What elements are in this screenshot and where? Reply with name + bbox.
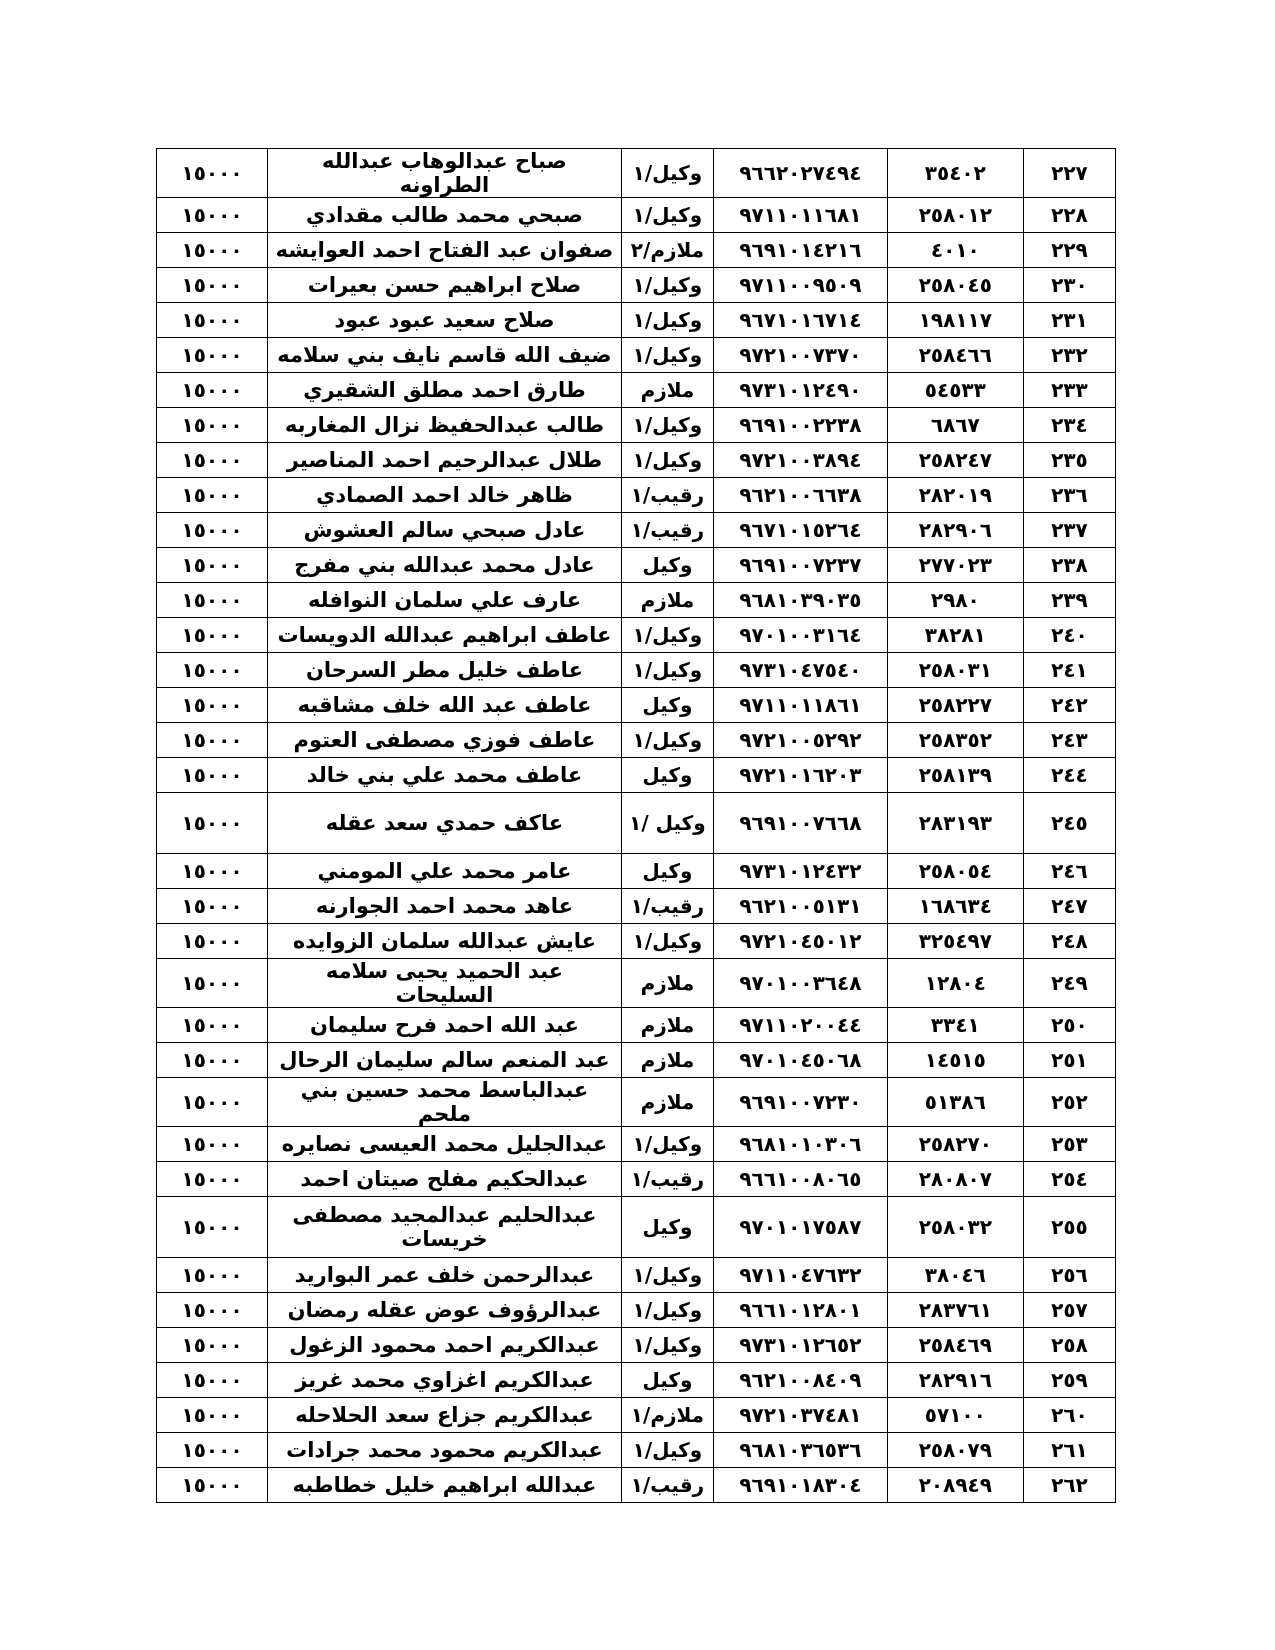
amount-cell: ١٥٠٠٠	[157, 408, 268, 443]
id-number-cell: ٣٥٤٠٢	[887, 149, 1023, 198]
full-name-cell: عبد المنعم سالم سليمان الرحال	[268, 1043, 622, 1078]
rank-cell: وكيل/١	[621, 1127, 713, 1162]
rank-cell: وكيل/١	[621, 443, 713, 478]
table-row	[157, 373, 1116, 408]
national-number-cell: ٩٧٣١٠١٢٦٥٢	[714, 1328, 888, 1363]
table-row	[157, 959, 1116, 1008]
full-name-cell: صفوان عبد الفتاح احمد العوايشه	[268, 233, 622, 268]
serial-number-cell: ٢٦٠	[1023, 1398, 1115, 1433]
rank-cell: وكيل /١	[621, 793, 713, 854]
table-row	[157, 1468, 1116, 1503]
amount-cell: ١٥٠٠٠	[157, 723, 268, 758]
id-number-cell: ٢٥٨١٣٩	[887, 758, 1023, 793]
table-row	[157, 443, 1116, 478]
national-number-cell: ٩٧٢١٠٠٧٣٧٠	[714, 338, 888, 373]
table-row	[157, 268, 1116, 303]
amount-cell: ١٥٠٠٠	[157, 889, 268, 924]
national-number-cell: ٩٧٢١٠٤٥٠١٢	[714, 924, 888, 959]
amount-cell: ١٥٠٠٠	[157, 854, 268, 889]
amount-cell: ١٥٠٠٠	[157, 583, 268, 618]
rank-cell: ملازم	[621, 1078, 713, 1127]
table-row	[157, 1127, 1116, 1162]
amount-cell: ١٥٠٠٠	[157, 443, 268, 478]
rank-cell: وكيل/١	[621, 653, 713, 688]
national-number-cell: ٩٧٠١٠٠٣١٦٤	[714, 618, 888, 653]
id-number-cell: ٢٨٢٠١٩	[887, 478, 1023, 513]
serial-number-cell: ٢٥٩	[1023, 1363, 1115, 1398]
table-row	[157, 653, 1116, 688]
rank-cell: وكيل	[621, 548, 713, 583]
full-name-cell: صبحي محمد طالب مقدادي	[268, 198, 622, 233]
table-row	[157, 854, 1116, 889]
serial-number-cell: ٢٣٦	[1023, 478, 1115, 513]
national-number-cell: ٩٦٩١٠١٤٢١٦	[714, 233, 888, 268]
full-name-cell: عاطف ابراهيم عبدالله الدويسات	[268, 618, 622, 653]
rank-cell: وكيل/١	[621, 1328, 713, 1363]
national-number-cell: ٩٧٣١٠٤٧٥٤٠	[714, 653, 888, 688]
rank-cell: وكيل/١	[621, 618, 713, 653]
serial-number-cell: ٢٥٤	[1023, 1162, 1115, 1197]
national-number-cell: ٩٦٢١٠٠٦٦٣٨	[714, 478, 888, 513]
full-name-cell: صلاح سعيد عبود عبود	[268, 303, 622, 338]
national-number-cell: ٩٦٩١٠٠٧٢٣٠	[714, 1078, 888, 1127]
national-number-cell: ٩٦٦٢٠٢٧٤٩٤	[714, 149, 888, 198]
rank-cell: وكيل/١	[621, 268, 713, 303]
rank-cell: رقيب/١	[621, 478, 713, 513]
serial-number-cell: ٢٤٩	[1023, 959, 1115, 1008]
serial-number-cell: ٢٤٦	[1023, 854, 1115, 889]
serial-number-cell: ٢٢٩	[1023, 233, 1115, 268]
id-number-cell: ٦٨٦٧	[887, 408, 1023, 443]
amount-cell: ١٥٠٠٠	[157, 618, 268, 653]
table-row	[157, 1008, 1116, 1043]
amount-cell: ١٥٠٠٠	[157, 1398, 268, 1433]
serial-number-cell: ٢٢٧	[1023, 149, 1115, 198]
rank-cell: ملازم	[621, 1043, 713, 1078]
amount-cell: ١٥٠٠٠	[157, 303, 268, 338]
id-number-cell: ٢٥٨٠١٢	[887, 198, 1023, 233]
table-row	[157, 1363, 1116, 1398]
amount-cell: ١٥٠٠٠	[157, 513, 268, 548]
rank-cell: ملازم	[621, 959, 713, 1008]
id-number-cell: ٢٥٨٣٥٢	[887, 723, 1023, 758]
serial-number-cell: ٢٥٧	[1023, 1293, 1115, 1328]
table-row	[157, 1197, 1116, 1258]
id-number-cell: ٢٩٨٠	[887, 583, 1023, 618]
table-row	[157, 303, 1116, 338]
id-number-cell: ٥١٣٨٦	[887, 1078, 1023, 1127]
full-name-cell: عاهد محمد احمد الجوارنه	[268, 889, 622, 924]
id-number-cell: ٢٧٧٠٢٣	[887, 548, 1023, 583]
rank-cell: وكيل/١	[621, 924, 713, 959]
national-number-cell: ٩٧١١٠٠٩٥٠٩	[714, 268, 888, 303]
table-row	[157, 1258, 1116, 1293]
full-name-cell: عبدالحكيم مفلح صيتان احمد	[268, 1162, 622, 1197]
id-number-cell: ٤٠١٠	[887, 233, 1023, 268]
amount-cell: ١٥٠٠٠	[157, 1043, 268, 1078]
rank-cell: وكيل/١	[621, 1433, 713, 1468]
table-row	[157, 513, 1116, 548]
national-number-cell: ٩٦٩١٠١٨٣٠٤	[714, 1468, 888, 1503]
national-number-cell: ٩٦٩١٠٠٧٢٣٧	[714, 548, 888, 583]
amount-cell: ١٥٠٠٠	[157, 1328, 268, 1363]
table-row	[157, 233, 1116, 268]
table-row	[157, 1162, 1116, 1197]
table-row	[157, 548, 1116, 583]
amount-cell: ١٥٠٠٠	[157, 758, 268, 793]
serial-number-cell: ٢٤٤	[1023, 758, 1115, 793]
national-number-cell: ٩٦٦١٠٠٨٠٦٥	[714, 1162, 888, 1197]
table-row	[157, 1328, 1116, 1363]
national-number-cell: ٩٧٠١٠٤٥٠٦٨	[714, 1043, 888, 1078]
table-row	[157, 889, 1116, 924]
id-number-cell: ٢٥٨٢٢٧	[887, 688, 1023, 723]
serial-number-cell: ٢٣٧	[1023, 513, 1115, 548]
full-name-cell: ظاهر خالد احمد الصمادي	[268, 478, 622, 513]
serial-number-cell: ٢٣٠	[1023, 268, 1115, 303]
rank-cell: رقيب/١	[621, 889, 713, 924]
amount-cell: ١٥٠٠٠	[157, 548, 268, 583]
serial-number-cell: ٢٣٢	[1023, 338, 1115, 373]
serial-number-cell: ٢٣٥	[1023, 443, 1115, 478]
rank-cell: وكيل/١	[621, 723, 713, 758]
national-number-cell: ٩٦٧١٠١٦٧١٤	[714, 303, 888, 338]
id-number-cell: ٣٢٥٤٩٧	[887, 924, 1023, 959]
table-row	[157, 924, 1116, 959]
table-row	[157, 583, 1116, 618]
rank-cell: وكيل	[621, 688, 713, 723]
serial-number-cell: ٢٢٨	[1023, 198, 1115, 233]
table-body	[157, 149, 1116, 1503]
id-number-cell: ٣٣٤١	[887, 1008, 1023, 1043]
rank-cell: وكيل/١	[621, 1293, 713, 1328]
full-name-cell: ضيف الله قاسم نايف بني سلامه	[268, 338, 622, 373]
table-row	[157, 758, 1116, 793]
rank-cell: رقيب/١	[621, 513, 713, 548]
serial-number-cell: ٢٥٣	[1023, 1127, 1115, 1162]
serial-number-cell: ٢٥٥	[1023, 1197, 1115, 1258]
full-name-cell: عبدالباسط محمد حسين بني ملحم	[268, 1078, 622, 1127]
full-name-cell: عبدالله ابراهيم خليل خطاطبه	[268, 1468, 622, 1503]
full-name-cell: عبدالكريم محمود محمد جرادات	[268, 1433, 622, 1468]
serial-number-cell: ٢٥٨	[1023, 1328, 1115, 1363]
table-row	[157, 1078, 1116, 1127]
id-number-cell: ٢٥٨٢٧٠	[887, 1127, 1023, 1162]
serial-number-cell: ٢٣٨	[1023, 548, 1115, 583]
amount-cell: ١٥٠٠٠	[157, 688, 268, 723]
amount-cell: ١٥٠٠٠	[157, 373, 268, 408]
rank-cell: وكيل/١	[621, 338, 713, 373]
table-row	[157, 478, 1116, 513]
id-number-cell: ٢٨٣٧٦١	[887, 1293, 1023, 1328]
amount-cell: ١٥٠٠٠	[157, 1197, 268, 1258]
amount-cell: ١٥٠٠٠	[157, 149, 268, 198]
national-number-cell: ٩٧٠١٠٠٣٦٤٨	[714, 959, 888, 1008]
full-name-cell: طارق احمد مطلق الشقيري	[268, 373, 622, 408]
national-number-cell: ٩٦٢١٠٠٥١٣١	[714, 889, 888, 924]
id-number-cell: ٢٥٨٢٤٧	[887, 443, 1023, 478]
amount-cell: ١٥٠٠٠	[157, 1433, 268, 1468]
serial-number-cell: ٢٤٠	[1023, 618, 1115, 653]
full-name-cell: عاطف محمد علي بني خالد	[268, 758, 622, 793]
full-name-cell: عادل صبحي سالم العشوش	[268, 513, 622, 548]
table-row	[157, 1398, 1116, 1433]
rank-cell: وكيل	[621, 1363, 713, 1398]
id-number-cell: ١٤٥١٥	[887, 1043, 1023, 1078]
id-number-cell: ٥٧١٠٠	[887, 1398, 1023, 1433]
full-name-cell: عبدالكريم اغزاوي محمد غريز	[268, 1363, 622, 1398]
rank-cell: ملازم	[621, 373, 713, 408]
national-number-cell: ٩٦٨١٠٣٩٠٣٥	[714, 583, 888, 618]
id-number-cell: ٢٨٢٩٠٦	[887, 513, 1023, 548]
serial-number-cell: ٢٤٥	[1023, 793, 1115, 854]
amount-cell: ١٥٠٠٠	[157, 793, 268, 854]
national-number-cell: ٩٧٣١٠١٢٤٩٠	[714, 373, 888, 408]
rank-cell: ملازم/١	[621, 1398, 713, 1433]
serial-number-cell: ٢٦١	[1023, 1433, 1115, 1468]
full-name-cell: عبدالرؤوف عوض عقله رمضان	[268, 1293, 622, 1328]
national-number-cell: ٩٦٩١٠٠٧٦٦٨	[714, 793, 888, 854]
table-row	[157, 793, 1116, 854]
serial-number-cell: ٢٤٣	[1023, 723, 1115, 758]
amount-cell: ١٥٠٠٠	[157, 1162, 268, 1197]
id-number-cell: ٢٨٢٩١٦	[887, 1363, 1023, 1398]
full-name-cell: عاطف خليل مطر السرحان	[268, 653, 622, 688]
document-sheet	[156, 148, 1116, 1503]
amount-cell: ١٥٠٠٠	[157, 1363, 268, 1398]
id-number-cell: ٢٥٨٠٤٥	[887, 268, 1023, 303]
serial-number-cell: ٢٥٦	[1023, 1258, 1115, 1293]
amount-cell: ١٥٠٠٠	[157, 478, 268, 513]
table-row	[157, 1433, 1116, 1468]
rank-cell: وكيل/١	[621, 303, 713, 338]
full-name-cell: عبدالحليم عبدالمجيد مصطفى خريسات	[268, 1197, 622, 1258]
rank-cell: وكيل/١	[621, 408, 713, 443]
rank-cell: ملازم	[621, 583, 713, 618]
serial-number-cell: ٢٦٢	[1023, 1468, 1115, 1503]
rank-cell: وكيل/١	[621, 149, 713, 198]
full-name-cell: عادل محمد عبدالله بني مفرج	[268, 548, 622, 583]
rank-cell: وكيل	[621, 854, 713, 889]
serial-number-cell: ٢٣١	[1023, 303, 1115, 338]
full-name-cell: عبدالرحمن خلف عمر البواريد	[268, 1258, 622, 1293]
table-row	[157, 688, 1116, 723]
national-number-cell: ٩٦٨١٠١٠٣٠٦	[714, 1127, 888, 1162]
id-number-cell: ١٢٨٠٤	[887, 959, 1023, 1008]
id-number-cell: ٢٥٨٠٣٢	[887, 1197, 1023, 1258]
amount-cell: ١٥٠٠٠	[157, 1258, 268, 1293]
serial-number-cell: ٢٤٧	[1023, 889, 1115, 924]
amount-cell: ١٥٠٠٠	[157, 1293, 268, 1328]
full-name-cell: طالب عبدالحفيظ نزال المغاربه	[268, 408, 622, 443]
national-number-cell: ٩٧١١٠٢٠٠٤٤	[714, 1008, 888, 1043]
table-row	[157, 1293, 1116, 1328]
national-number-cell: ٩٧٢١٠١٦٢٠٣	[714, 758, 888, 793]
id-number-cell: ٢٠٨٩٤٩	[887, 1468, 1023, 1503]
amount-cell: ١٥٠٠٠	[157, 1008, 268, 1043]
national-number-cell: ٩٧٠١٠١٧٥٨٧	[714, 1197, 888, 1258]
serial-number-cell: ٢٥٠	[1023, 1008, 1115, 1043]
id-number-cell: ٢٥٨٤٦٦	[887, 338, 1023, 373]
national-number-cell: ٩٦٦١٠١٢٨٠١	[714, 1293, 888, 1328]
full-name-cell: عبدالكريم احمد محمود الزغول	[268, 1328, 622, 1363]
serial-number-cell: ٢٤١	[1023, 653, 1115, 688]
amount-cell: ١٥٠٠٠	[157, 268, 268, 303]
national-number-cell: ٩٦٨١٠٣٦٥٣٦	[714, 1433, 888, 1468]
amount-cell: ١٥٠٠٠	[157, 198, 268, 233]
id-number-cell: ٣٨٢٨١	[887, 618, 1023, 653]
national-number-cell: ٩٧٢١٠٣٧٤٨١	[714, 1398, 888, 1433]
rank-cell: وكيل/١	[621, 1258, 713, 1293]
serial-number-cell: ٢٥٢	[1023, 1078, 1115, 1127]
amount-cell: ١٥٠٠٠	[157, 1078, 268, 1127]
id-number-cell: ١٦٨٦٣٤	[887, 889, 1023, 924]
national-number-cell: ٩٦٧١٠١٥٢٦٤	[714, 513, 888, 548]
personnel-table	[156, 148, 1116, 1503]
amount-cell: ١٥٠٠٠	[157, 653, 268, 688]
id-number-cell: ٢٥٨٠٣١	[887, 653, 1023, 688]
amount-cell: ١٥٠٠٠	[157, 924, 268, 959]
table-row	[157, 618, 1116, 653]
id-number-cell: ٢٨٠٨٠٧	[887, 1162, 1023, 1197]
table-row	[157, 198, 1116, 233]
full-name-cell: عامر محمد علي المومني	[268, 854, 622, 889]
id-number-cell: ٣٨٠٤٦	[887, 1258, 1023, 1293]
national-number-cell: ٩٦٢١٠٠٨٤٠٩	[714, 1363, 888, 1398]
national-number-cell: ٩٧١١٠١١٦٨١	[714, 198, 888, 233]
full-name-cell: عارف علي سلمان النوافله	[268, 583, 622, 618]
amount-cell: ١٥٠٠٠	[157, 959, 268, 1008]
rank-cell: وكيل/١	[621, 198, 713, 233]
amount-cell: ١٥٠٠٠	[157, 1468, 268, 1503]
id-number-cell: ٢٨٣١٩٣	[887, 793, 1023, 854]
amount-cell: ١٥٠٠٠	[157, 338, 268, 373]
national-number-cell: ٩٦٩١٠٠٢٢٣٨	[714, 408, 888, 443]
full-name-cell: عبدالكريم جزاع سعد الحلاحله	[268, 1398, 622, 1433]
full-name-cell: عاطف فوزي مصطفى العتوم	[268, 723, 622, 758]
id-number-cell: ٥٤٥٣٣	[887, 373, 1023, 408]
serial-number-cell: ٢٣٣	[1023, 373, 1115, 408]
rank-cell: ملازم/٢	[621, 233, 713, 268]
id-number-cell: ١٩٨١١٧	[887, 303, 1023, 338]
full-name-cell: عبد الله احمد فرح سليمان	[268, 1008, 622, 1043]
national-number-cell: ٩٧٢١٠٠٣٨٩٤	[714, 443, 888, 478]
national-number-cell: ٩٧٢١٠٠٥٢٩٢	[714, 723, 888, 758]
table-row	[157, 1043, 1116, 1078]
full-name-cell: عاكف حمدي سعد عقله	[268, 793, 622, 854]
serial-number-cell: ٢٣٤	[1023, 408, 1115, 443]
full-name-cell: صباح عبدالوهاب عبدالله الطراونه	[268, 149, 622, 198]
rank-cell: وكيل	[621, 758, 713, 793]
rank-cell: وكيل	[621, 1197, 713, 1258]
table-row	[157, 408, 1116, 443]
id-number-cell: ٢٥٨٤٦٩	[887, 1328, 1023, 1363]
amount-cell: ١٥٠٠٠	[157, 1127, 268, 1162]
table-row	[157, 723, 1116, 758]
national-number-cell: ٩٧١١٠٤٧٦٣٢	[714, 1258, 888, 1293]
table-row	[157, 338, 1116, 373]
full-name-cell: عبد الحميد يحيى سلامه السليحات	[268, 959, 622, 1008]
rank-cell: رقيب/١	[621, 1468, 713, 1503]
table-row	[157, 149, 1116, 198]
serial-number-cell: ٢٥١	[1023, 1043, 1115, 1078]
serial-number-cell: ٢٤٢	[1023, 688, 1115, 723]
full-name-cell: عبدالجليل محمد العيسى نصايره	[268, 1127, 622, 1162]
rank-cell: رقيب/١	[621, 1162, 713, 1197]
national-number-cell: ٩٧١١٠١١٨٦١	[714, 688, 888, 723]
rank-cell: ملازم	[621, 1008, 713, 1043]
id-number-cell: ٢٥٨٠٧٩	[887, 1433, 1023, 1468]
national-number-cell: ٩٧٣١٠١٢٤٣٢	[714, 854, 888, 889]
amount-cell: ١٥٠٠٠	[157, 233, 268, 268]
full-name-cell: صلاح ابراهيم حسن بعيرات	[268, 268, 622, 303]
full-name-cell: طلال عبدالرحيم احمد المناصير	[268, 443, 622, 478]
full-name-cell: عايش عبدالله سلمان الزوايده	[268, 924, 622, 959]
serial-number-cell: ٢٣٩	[1023, 583, 1115, 618]
serial-number-cell: ٢٤٨	[1023, 924, 1115, 959]
full-name-cell: عاطف عبد الله خلف مشاقبه	[268, 688, 622, 723]
id-number-cell: ٢٥٨٠٥٤	[887, 854, 1023, 889]
